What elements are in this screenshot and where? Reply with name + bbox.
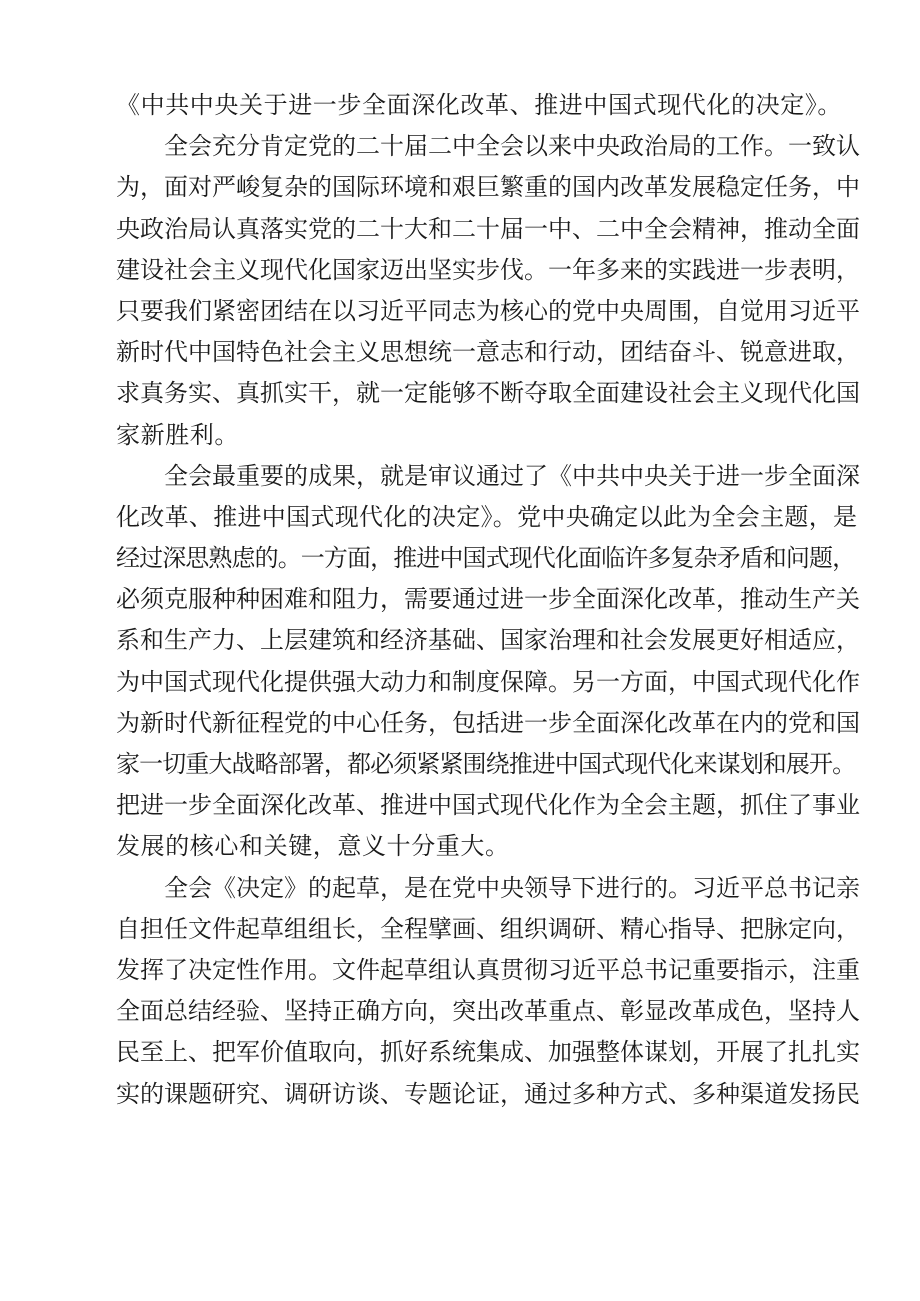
paragraph [116,85,842,126]
text-line: 经过深思熟虑的。一方面，推进中国式现代化面临许多复杂矛盾和问题， [116,544,856,573]
paragraph [116,456,860,868]
text-line: 新时代中国特色社会主义思想统一意志和行动，团结奋斗、锐意进取， [116,338,860,367]
text-line: 全会充分肯定党的二十届二中全会以来中央政治局的工作。一致认 [164,132,860,161]
text-line: 发挥了决定性作用。文件起草组认真贯彻习近平总书记重要指示，注重 [116,955,860,984]
text-line: 全会《决定》的起草，是在党中央领导下进行的。习近平总书记亲 [164,873,860,902]
text-line: 求真务实、真抓实干，就一定能够不断夺取全面建设社会主义现代化国 [116,379,860,408]
text-line: 《中共中央关于进一步全面深化改革、推进中国式现代化的决定》。 [116,91,842,119]
paragraph [116,868,860,1115]
text-line: 家新胜利。 [116,420,239,449]
text-line: 民至上、把军价值取向，抓好系统集成、加强整体谋划，开展了扎扎实 [116,1038,860,1067]
text-line: 自担任文件起草组组长，全程擘画、组织调研、精心指导、把脉定向， [116,914,860,943]
text-line: 建设社会主义现代化国家迈出坚实步伐。一年多来的实践进一步表明， [116,255,860,284]
text-line: 全会最重要的成果，就是审议通过了《中共中央关于进一步全面深 [164,461,860,490]
text-line: 把进一步全面深化改革、推进中国式现代化作为全会主题，抓住了事业 [116,791,860,820]
text-line: 为，面对严峻复杂的国际环境和艰巨繁重的国内改革发展稳定任务，中 [116,173,860,202]
text-line: 只要我们紧密团结在以习近平同志为核心的党中央周围，自觉用习近平 [116,296,860,325]
text-line: 发展的核心和关键，意义十分重大。 [116,832,510,861]
text-line: 实的课题研究、调研访谈、专题论证，通过多种方式、多种渠道发扬民 [116,1079,860,1108]
paragraph [116,126,860,456]
text-line: 系和生产力、上层建筑和经济基础、国家治理和社会发展更好相适应， [116,626,860,655]
text-line: 为中国式现代化提供强大动力和制度保障。另一方面，中国式现代化作 [116,667,860,696]
text-line: 必须克服种种困难和阻力，需要通过进一步全面深化改革，推动生产关 [116,585,860,614]
text-line: 为新时代新征程党的中心任务，包括进一步全面深化改革在内的党和国 [116,708,860,737]
document-body [116,85,860,1115]
text-line: 家一切重大战略部署，都必须紧紧围绕推进中国式现代化来谋划和展开。 [116,750,856,778]
text-line: 央政治局认真落实党的二十大和二十届一中、二中全会精神，推动全面 [116,214,860,243]
text-line: 化改革、推进中国式现代化的决定》。党中央确定以此为全会主题，是 [116,502,858,531]
text-line: 全面总结经验、坚持正确方向，突出改革重点、彰显改革成色，坚持人 [116,997,860,1026]
